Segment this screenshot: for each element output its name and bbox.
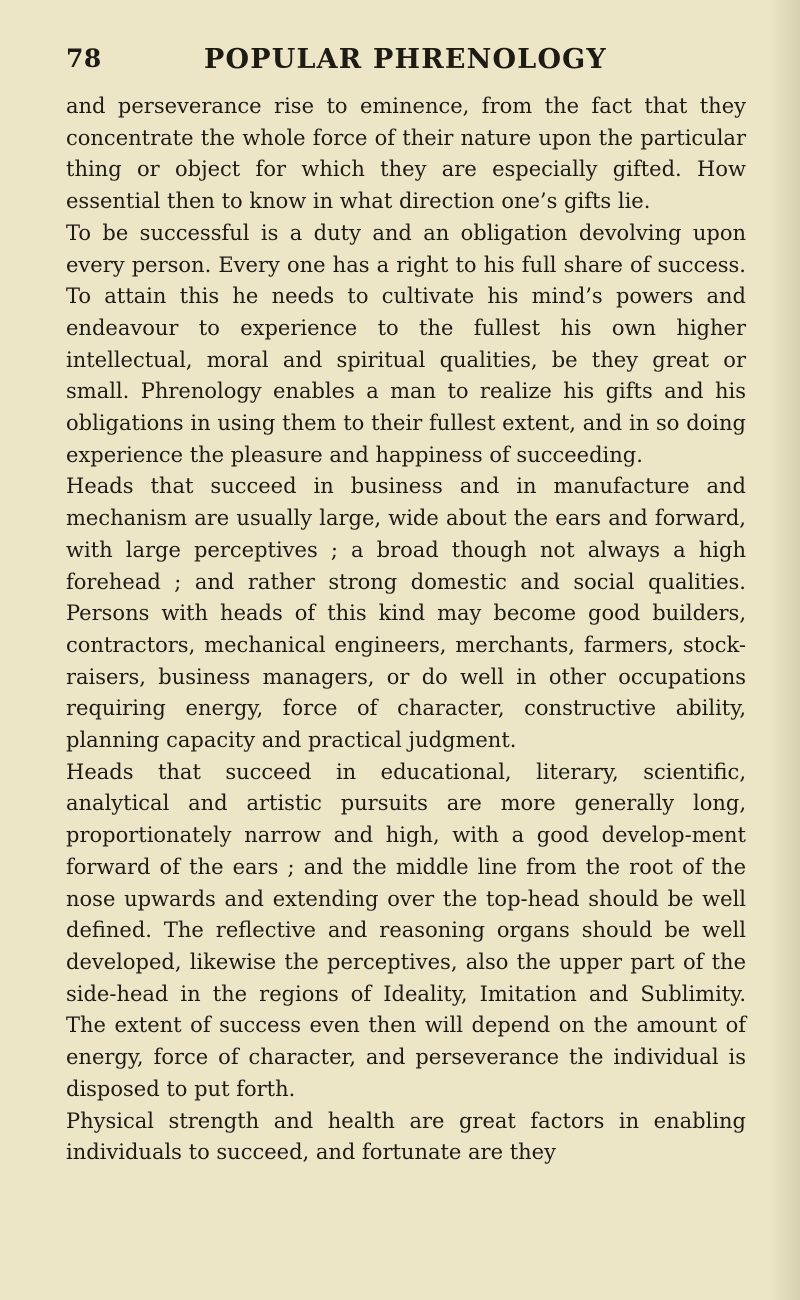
body-text (66, 91, 746, 1169)
paragraph: Physical strength and health are great factors in enabling individuals to succeed, and fortunate are they (66, 1108, 746, 1165)
page-number: 78 (66, 44, 102, 73)
paragraph: Heads that succeed in educational, literary, scientific, analytical and artistic pursuits are more generally long, proportionately narrow and high, with a good develop-ment forward of the ears ; and the middle line from the root of the nose upwards and extending over the top-head should be well defined. The reflective and reasoning organs should be well developed, likewise the perceptives, also the upper part of the side-head in the regions of Ideality, Imitation and Sublimity. The extent of success even then will depend on the amount of energy, force of character, and perseverance the individual is disposed to put forth. (66, 759, 746, 1101)
running-head: POPULAR PHRENOLOGY (204, 44, 607, 75)
page-header (66, 44, 746, 88)
paragraph: To be successful is a duty and an obligation devolving upon every person. Every one has a right to his full share of success. To attain this he needs to cultivate his mind’s powers and endeavour to experience to the fullest his own higher intellectual, moral and spiritual qualities, be they great or small. Phrenology enables a man to realize his gifts and his obligations in using them to their fullest extent, and in so doing experience the pleasure and happiness of succeeding. (66, 220, 746, 467)
paragraph: and perseverance rise to eminence, from the fact that they concentrate the whole force of their nature upon the particular thing or object for which they are especially gifted. How essential then to know in what direction one’s gifts lie. (66, 94, 746, 214)
paragraph: Heads that succeed in business and in manufacture and mechanism are usually large, wide about the ears and forward, with large perceptives ; a broad though not always a high forehead ; and rather strong domestic and social qualities. Persons with heads of this kind may become good builders, contractors, mechanical engineers, merchants, farmers, stock-raisers, business managers, or do well in other occupations requiring energy, force of character, constructive ability, planning capacity and practical judgment. (66, 474, 746, 753)
